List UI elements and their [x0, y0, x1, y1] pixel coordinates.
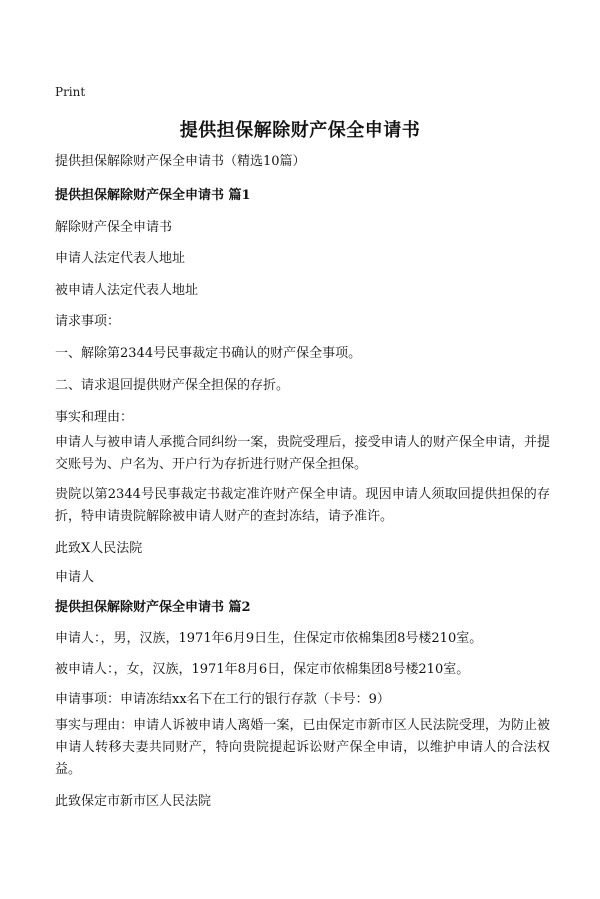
section2-heading: 提供担保解除财产保全申请书 篇2: [55, 600, 251, 615]
section1-signature: 申请人: [55, 570, 95, 585]
section1-line: 事实和理由：: [55, 410, 134, 425]
print-label: Print: [55, 85, 86, 99]
section1-line: 申请人法定代表人地址: [55, 251, 186, 266]
section2-matters: 申请事项：申请冻结xx名下在工行的银行存款（卡号：9）: [55, 692, 390, 707]
document-subtitle: 提供担保解除财产保全申请书（精选10篇）: [55, 154, 306, 169]
section1-paragraph: 申请人与被申请人承揽合同纠纷一案，贵院受理后，接受申请人的财产保全申请，并提交账号为、户名为、开户行为存折进行财产保全担保。: [55, 435, 550, 472]
document-title: 提供担保解除财产保全申请书: [179, 120, 421, 141]
section1-line: 一、解除第2344号民事裁定书确认的财产保全事项。: [55, 346, 362, 361]
section2-applicant: 申请人：，男，汉族，1971年6月9日生，住保定市依棉集团8号楼210室。: [55, 631, 483, 646]
section1-closing: 此致X人民法院: [55, 541, 143, 556]
section1-line: 请求事项：: [55, 314, 121, 329]
section1-paragraph: 贵院以第2344号民事裁定书裁定准许财产保全申请。现因申请人须取回提供担保的存折，特申请贵院解除被申请人财产的查封冻结，请予准许。: [55, 487, 550, 524]
section2-reasons: 事实与理由：申请人诉被申请人离婚一案，已由保定市新市区人民法院受理，为防止被申请人转移夫妻共同财产，特向贵院提起诉讼财产保全申请，以维护申请人的合法权益。: [55, 718, 550, 777]
section1-line: 解除财产保全申请书: [55, 220, 173, 235]
section2-closing: 此致保定市新市区人民法院: [55, 794, 212, 809]
section1-line: 二、请求退回提供财产保全担保的存折。: [55, 378, 290, 393]
section2-respondent: 被申请人：，女，汉族，1971年8月6日，保定市依棉集团8号楼210室。: [55, 662, 470, 677]
section1-heading: 提供担保解除财产保全申请书 篇1: [55, 188, 251, 203]
section1-line: 被申请人法定代表人地址: [55, 283, 199, 298]
